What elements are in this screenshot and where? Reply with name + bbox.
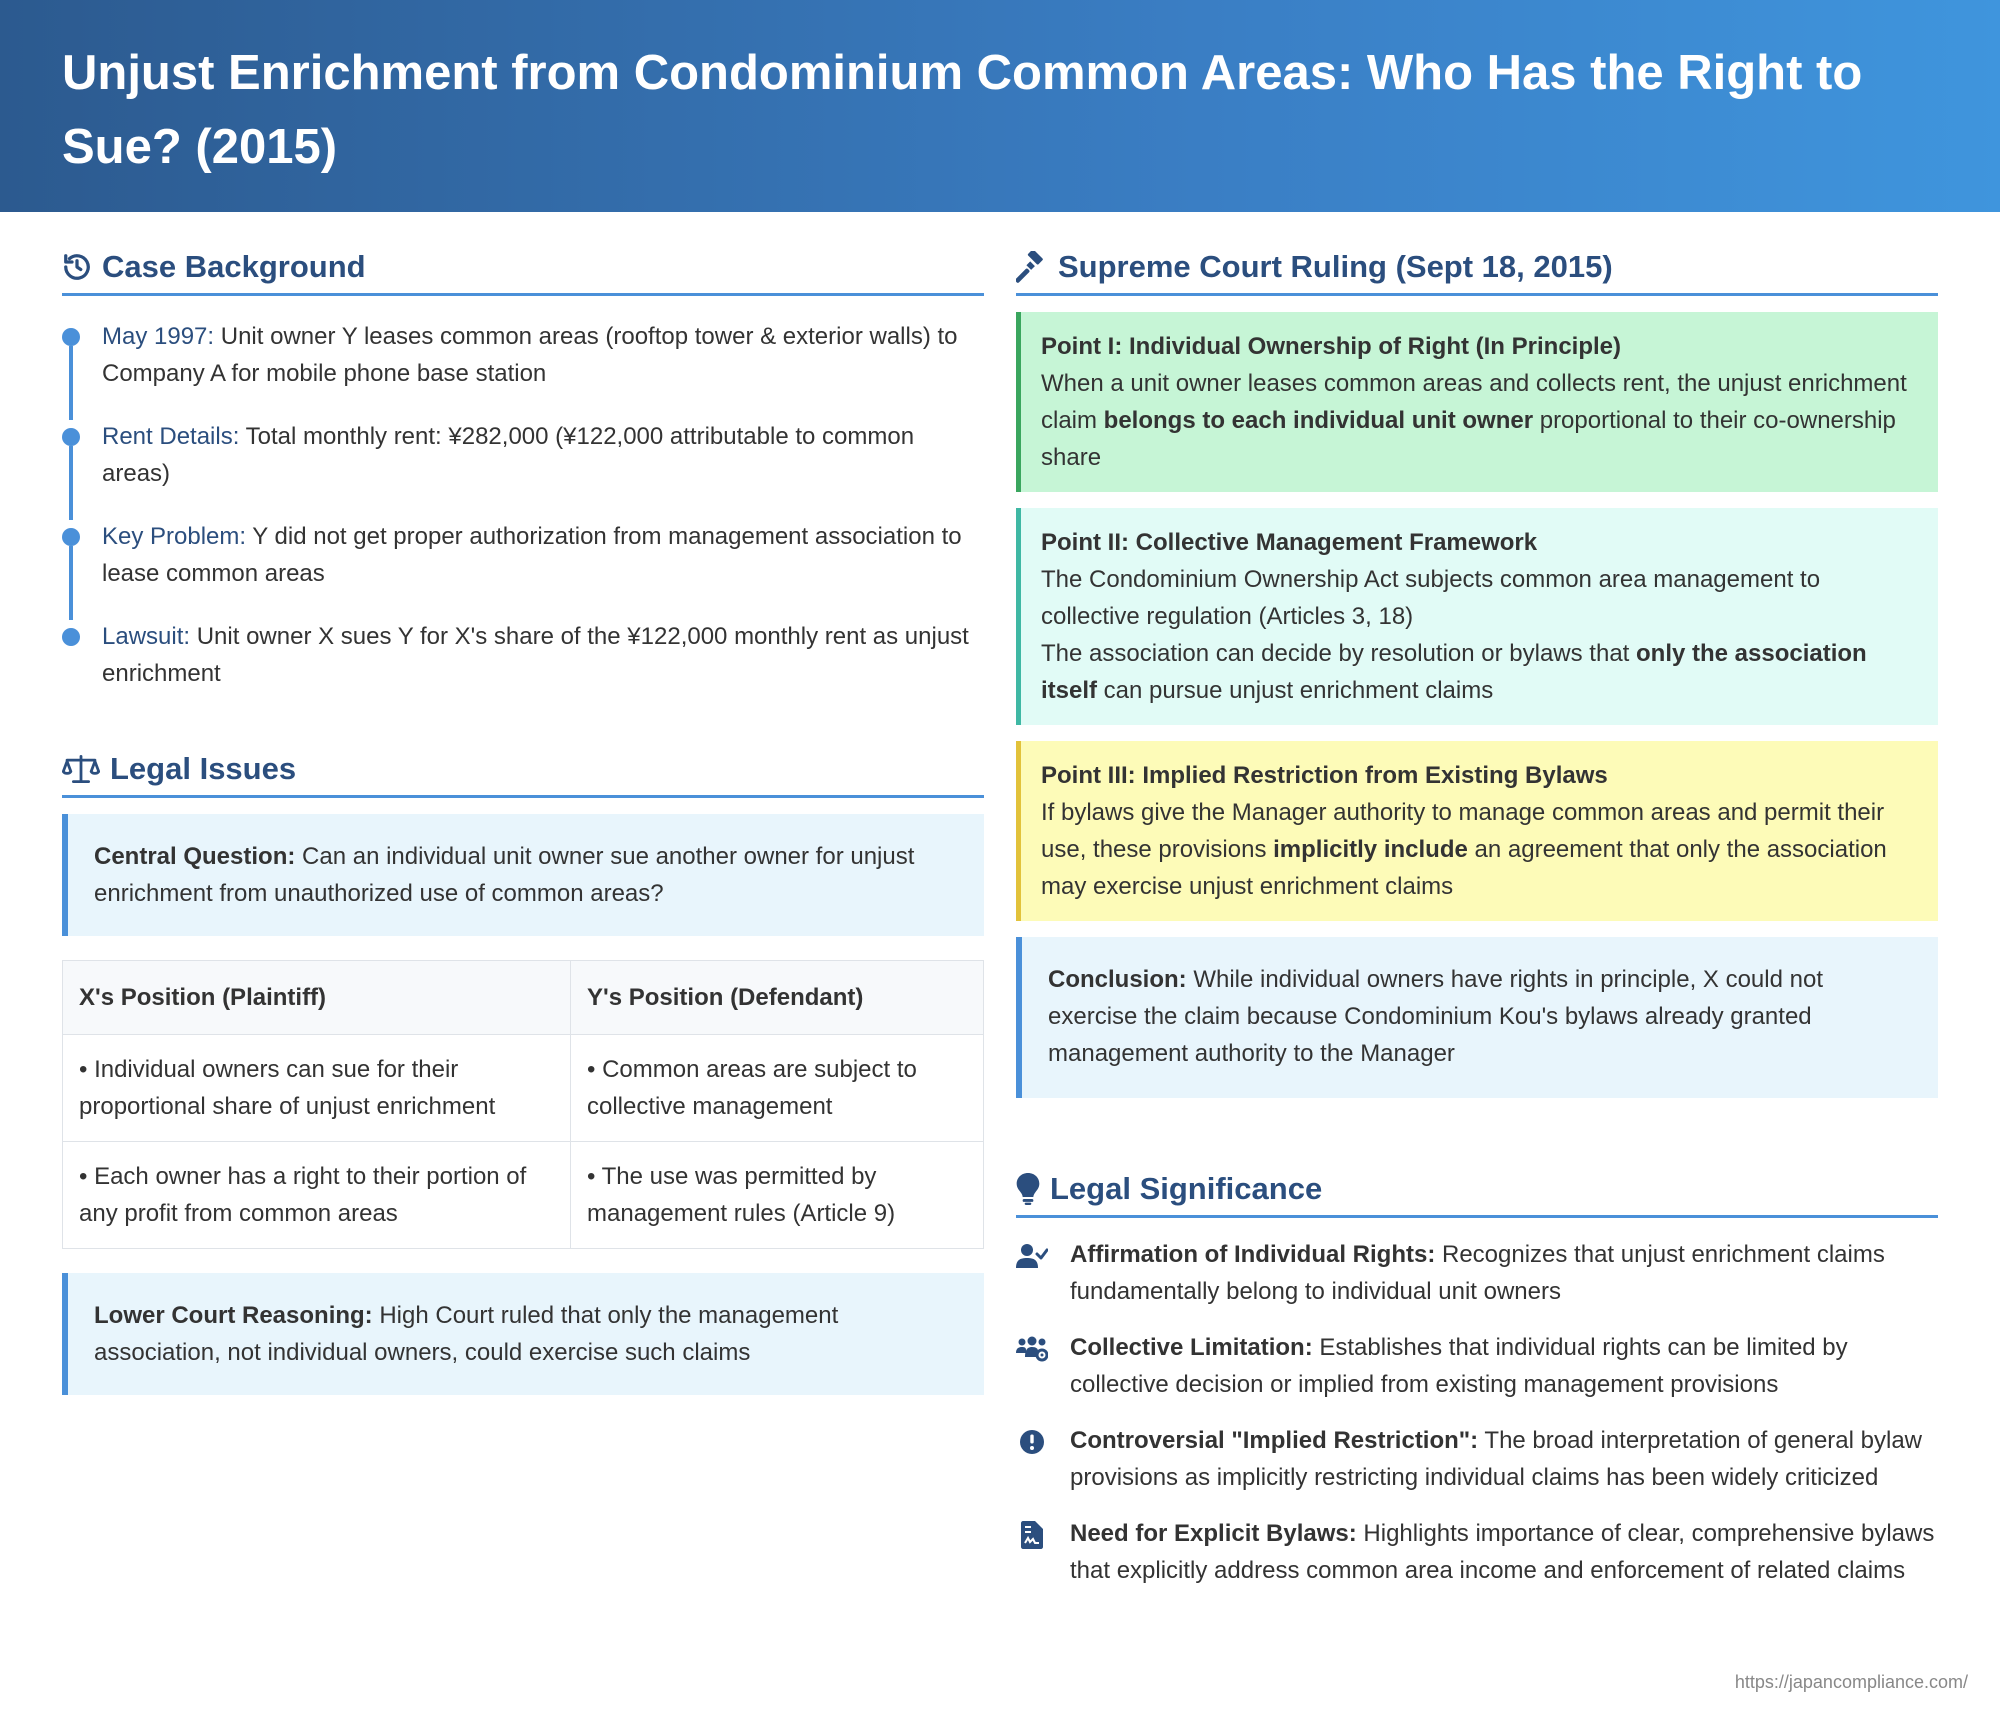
significance-label: Need for Explicit Bylaws:: [1070, 1520, 1357, 1547]
point-text: [1041, 635, 1918, 709]
timeline-dot: [62, 328, 80, 346]
table-header-row: [63, 961, 984, 1035]
section-title-background: [62, 240, 984, 296]
timeline-label: May 1997:: [102, 323, 215, 350]
page-title: Unjust Enrichment from Condominium Common Areas: Who Has the Right to Sue? (2015): [62, 46, 1863, 174]
lower-court-label: Lower Court Reasoning:: [94, 1302, 373, 1329]
timeline-dot: [62, 528, 80, 546]
timeline-line: [69, 446, 73, 520]
page-header: [0, 0, 2000, 212]
ruling-point-3: [1016, 741, 1938, 921]
positions-table: [62, 960, 984, 1249]
lower-court-reasoning: [62, 1273, 984, 1395]
table-cell: • The use was permitted by management rules (Article 9): [571, 1142, 984, 1249]
point-text-bold: implicitly include: [1273, 836, 1468, 863]
central-question: [62, 814, 984, 936]
timeline-item: [62, 518, 984, 592]
timeline-label: Lawsuit:: [102, 623, 191, 650]
timeline-line: [69, 346, 73, 420]
timeline-label: Key Problem:: [102, 523, 247, 550]
table-cell: • Each owner has a right to their portion of any profit from common areas: [63, 1142, 571, 1249]
table-cell: • Individual owners can sue for their proportional share of unjust enrichment: [63, 1035, 571, 1142]
significance-label: Collective Limitation:: [1070, 1334, 1313, 1361]
section-title-text: Legal Issues: [110, 750, 297, 786]
significance-text: Recognizes that unjust enrichment claims fundamentally belong to individual unit owners: [1070, 1241, 1885, 1305]
gavel-icon: [1016, 251, 1048, 283]
ruling-conclusion: [1016, 937, 1938, 1098]
ruling-point-2: [1016, 508, 1938, 725]
timeline-text: Total monthly rent: ¥282,000 (¥122,000 attributable to common areas): [102, 423, 915, 487]
section-title-text: Supreme Court Ruling (Sept 18, 2015): [1058, 248, 1613, 284]
list-item: [1016, 1236, 1938, 1310]
timeline-item: [62, 418, 984, 492]
point-text-bold: belongs to each individual unit owner: [1103, 407, 1534, 434]
point-text-part: When a unit owner leases common areas and collects rent, the unjust enrichment claim: [1041, 370, 1907, 434]
timeline-dot: [62, 428, 80, 446]
left-column: [62, 240, 984, 1395]
list-item: [1016, 1422, 1938, 1496]
significance-text: Highlights importance of clear, comprehensive bylaws that explicitly address common area income and enforcement of related claims: [1070, 1520, 1935, 1584]
significance-list: [1016, 1236, 1938, 1589]
significance-label: Affirmation of Individual Rights:: [1070, 1241, 1436, 1268]
conclusion-label: Conclusion:: [1048, 966, 1187, 993]
history-icon: [62, 252, 92, 282]
section-title-issues: [62, 742, 984, 798]
timeline-item: [62, 618, 984, 692]
point-text-bold: only the association itself: [1041, 640, 1867, 704]
point-text-part: If bylaws give the Manager authority to manage common areas and permit their use, these provisions: [1041, 799, 1885, 863]
exclamation-circle-icon: [1016, 1428, 1048, 1456]
point-title: Point II: Collective Management Framework: [1041, 529, 1538, 556]
timeline-text: Unit owner X sues Y for X's share of the ¥122,000 monthly rent as unjust enrichment: [102, 623, 969, 687]
timeline-text: Unit owner Y leases common areas (rooftop tower & exterior walls) to Company A for mobile phone base station: [102, 323, 958, 387]
timeline-item: [62, 318, 984, 392]
ruling-point-1: [1016, 312, 1938, 492]
point-text: [1041, 365, 1918, 476]
significance-label: Controversial "Implied Restriction":: [1070, 1427, 1479, 1454]
point-title: Point III: Implied Restriction from Existing Bylaws: [1041, 762, 1608, 789]
point-text-line: The Condominium Ownership Act subjects common area management to collective regulation (Articles 3, 18): [1041, 566, 1821, 630]
table-row: [63, 1035, 984, 1142]
table-header-defendant: Y's Position (Defendant): [571, 961, 984, 1035]
conclusion-text: While individual owners have rights in principle, X could not exercise the claim because Condominium Kou's bylaws already granted management authority to the Manager: [1048, 966, 1823, 1067]
central-question-text: Can an individual unit owner sue another owner for unjust enrichment from unauthorized use of common areas?: [94, 843, 915, 907]
user-check-icon: [1016, 1242, 1048, 1270]
timeline: [62, 318, 984, 692]
timeline-dot: [62, 628, 80, 646]
timeline-line: [69, 546, 73, 620]
right-column: [1016, 240, 1938, 1608]
footer-url: https://japancompliance.com/: [1734, 1672, 1968, 1692]
point-text-part: proportional to their co-ownership share: [1041, 407, 1896, 471]
section-title-significance: [1016, 1162, 1938, 1218]
scale-icon: [62, 753, 100, 785]
point-text-part: The association can decide by resolution or bylaws that: [1041, 640, 1636, 667]
timeline-text: Y did not get proper authorization from management association to lease common areas: [102, 523, 962, 587]
point-title: Point I: Individual Ownership of Right (In Principle): [1041, 333, 1621, 360]
significance-text: Establishes that individual rights can be limited by collective decision or implied from existing management provisions: [1070, 1334, 1848, 1398]
lightbulb-icon: [1016, 1173, 1040, 1205]
point-text-part: can pursue unjust enrichment claims: [1097, 677, 1494, 704]
significance-text: The broad interpretation of general bylaw provisions as implicitly restricting individual claims has been widely criticized: [1070, 1427, 1923, 1491]
section-title-text: Legal Significance: [1050, 1170, 1323, 1206]
file-contract-icon: [1016, 1521, 1048, 1549]
section-title-text: Case Background: [102, 248, 366, 284]
central-question-label: Central Question:: [94, 843, 296, 870]
list-item: [1016, 1515, 1938, 1589]
timeline-label: Rent Details:: [102, 423, 240, 450]
list-item: [1016, 1329, 1938, 1403]
table-row: [63, 1142, 984, 1249]
point-text: [1041, 794, 1918, 905]
section-title-ruling: [1016, 240, 1938, 296]
table-header-plaintiff: X's Position (Plaintiff): [63, 961, 571, 1035]
point-text-part: an agreement that only the association may exercise unjust enrichment claims: [1041, 836, 1887, 900]
table-cell: • Common areas are subject to collective management: [571, 1035, 984, 1142]
lower-court-text: High Court ruled that only the management association, not individual owners, could exercise such claims: [94, 1302, 839, 1366]
users-cog-icon: [1016, 1335, 1048, 1363]
